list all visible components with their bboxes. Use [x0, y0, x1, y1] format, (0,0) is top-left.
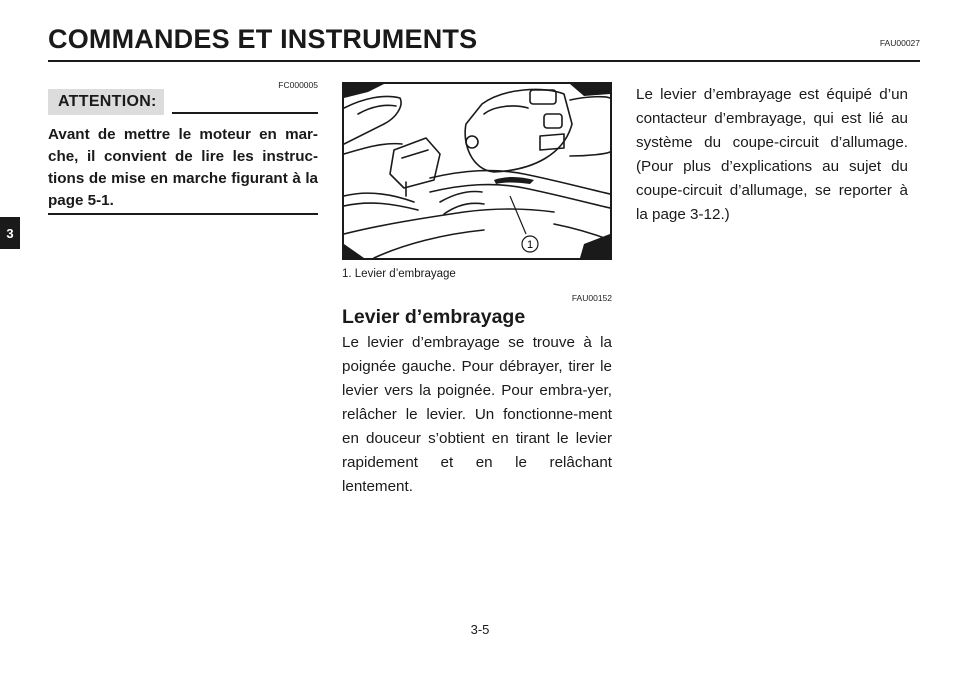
attention-text: Avant de mettre le moteur en mar-che, il convient de lire les instruc-tions de mise en marche figurant à la page 5-1.	[48, 126, 318, 209]
clutch-lever-figure	[342, 82, 612, 260]
figure-caption: 1. Levier d’embrayage	[342, 268, 456, 280]
attention-code: FC000005	[278, 80, 318, 90]
attention-label: ATTENTION:	[48, 89, 164, 115]
attention-bottom-rule	[48, 213, 318, 215]
section-code: FAU00152	[571, 293, 612, 303]
title-rule	[48, 60, 920, 62]
right-column-text: Le levier d’embrayage est équipé d’un contacteur d’embrayage, qui est lié au système du coupe-circuit d’allumage. (Pour plus d’explications au sujet du coupe-circuit d’allumage, se reporter à la page 3-12.)	[636, 86, 908, 223]
section-heading: Levier d’embrayage	[342, 306, 526, 328]
header-code: FAU00027	[879, 38, 920, 48]
clutch-lever-illustration	[344, 84, 610, 258]
chapter-tab: 3	[0, 217, 20, 249]
callout-number: 1	[526, 239, 534, 251]
page-title: COMMANDES ET INSTRUMENTS	[48, 24, 478, 54]
attention-rule	[172, 112, 318, 114]
section-body: Le levier d’embrayage se trouve à la poignée gauche. Pour débrayer, tirer le levier vers la poignée. Pour embra-yer, relâcher le levier. Un fonctionne-ment en douceur s’obtient en tirant le levier rapidement et en le relâchant lentement.	[342, 334, 612, 495]
page-number: 3-5	[470, 622, 490, 637]
